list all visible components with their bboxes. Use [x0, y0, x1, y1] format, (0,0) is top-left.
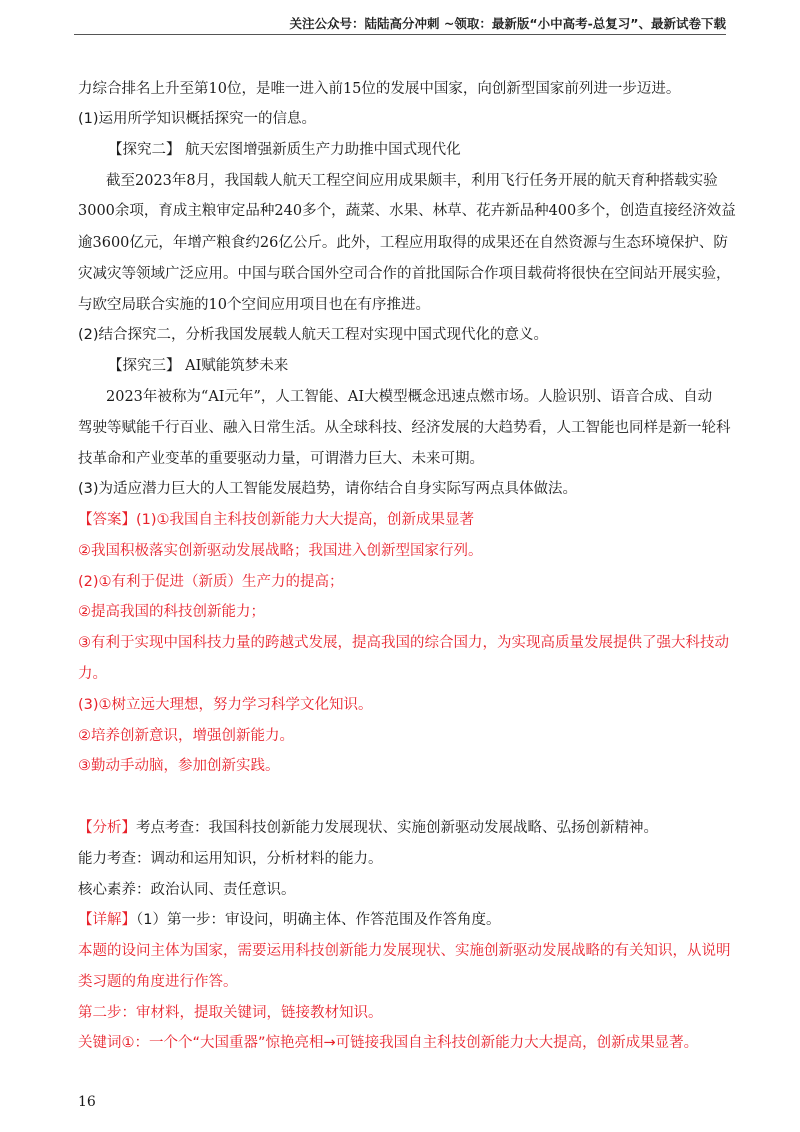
analysis-line: 核心素养：政治认同、责任意识。 — [78, 882, 296, 898]
page-header: 关注公众号：陆陆高分冲刺 ~领取：最新版“小中高考-总复习”、最新试卷下载 — [289, 16, 726, 31]
page-number: 16 — [78, 1094, 96, 1110]
answer-line: 力。 — [78, 666, 107, 682]
answer-line: ③有利于实现中国科技力量的跨越式发展，提高我国的综合国力，为实现高质量发展提供了强大科技动 — [78, 635, 729, 651]
answer-line: 【答案】(1)①我国自主科技创新能力大大提高，创新成果显著 — [78, 512, 475, 528]
section-2-paragraph: 与欧空局联合实施的10个空间应用项目也在有序推进。 — [78, 297, 430, 313]
section-2-paragraph: 逾3600亿元，年增产粮食约26亿公斤。此外，工程应用取得的成果还在自然资源与生态环境保护、防 — [78, 235, 728, 251]
section-3-paragraph: 驾驶等赋能千行百业、融入日常生活。从全球科技、经济发展的大趋势看，人工智能也同样是新一轮科 — [78, 420, 731, 436]
answer-line: (3)①树立远大理想，努力学习科学文化知识。 — [78, 697, 373, 713]
section-2-paragraph: 3000余项，育成主粮审定品种240多个，蔬菜、水果、林草、花卉新品种400多个，创造直接经济效益 — [78, 203, 736, 219]
detail-label: 【详解】 — [78, 912, 136, 928]
detail-line: 类习题的角度进行作答。 — [78, 974, 238, 990]
analysis-line: 能力考查：调动和运用知识，分析材料的能力。 — [78, 851, 383, 867]
detail-line: 【详解】（1）第一步：审设问，明确主体、作答范围及作答角度。 — [78, 912, 501, 928]
section-2-title: 【探究二】 航天宏图增强新质生产力助推中国式现代化 — [108, 142, 461, 158]
section-3-paragraph: 技革命和产业变革的重要驱动力量，可谓潜力巨大、未来可期。 — [78, 451, 484, 467]
section-2-paragraph: 截至2023年8月，我国载人航天工程空间应用成果颇丰，利用飞行任务开展的航天育种搭载实验 — [106, 173, 718, 189]
answer-line: ③勤动手动脑，参加创新实践。 — [78, 758, 280, 774]
analysis-line: 【分析】考点考查：我国科技创新能力发展现状、实施创新驱动发展战略、弘扬创新精神。 — [78, 820, 658, 836]
answer-line: ②我国积极落实创新驱动发展战略；我国进入创新型国家行列。 — [78, 543, 483, 559]
question-3: (3)为适应潜力巨大的人工智能发展趋势，请你结合自身实际写两点具体做法。 — [78, 481, 578, 497]
answer-line: ②培养创新意识，增强创新能力。 — [78, 728, 294, 744]
detail-line: 本题的设问主体为国家，需要运用科技创新能力发展现状、实施创新驱动发展战略的有关知识，从说明 — [78, 943, 731, 959]
section-2-paragraph: 灾减灾等领域广泛应用。中国与联合国外空司合作的首批国际合作项目载荷将很快在空间站开展实验， — [78, 266, 731, 282]
answer-line: (2)①有利于促进（新质）生产力的提高； — [78, 574, 344, 590]
question-2: (2)结合探究二，分析我国发展载人航天工程对实现中国式现代化的意义。 — [78, 327, 549, 343]
answer-label: 【答案】 — [78, 512, 136, 528]
question-text-line: 力综合排名上升至第10位，是唯一进入前15位的发展中国家，向创新型国家前列进一步迈进。 — [78, 81, 681, 97]
analysis-label: 【分析】 — [78, 820, 136, 836]
header-divider — [74, 34, 726, 35]
detail-line: 关键词①：一个个“大国重器”惊艳亮相→可链接我国自主科技创新能力大大提高，创新成果显著。 — [78, 1035, 699, 1051]
detail-line: 第二步：审材料，提取关键词，链接教材知识。 — [78, 1005, 383, 1021]
section-3-paragraph: 2023年被称为“AI元年”，人工智能、AI大模型概念迅速点燃市场。人脸识别、语音合成、自动 — [106, 389, 713, 405]
section-3-title: 【探究三】 AI赋能筑梦未来 — [108, 358, 289, 374]
answer-line: ②提高我国的科技创新能力； — [78, 604, 265, 620]
question-1: (1)运用所学知识概括探究一的信息。 — [78, 111, 317, 127]
